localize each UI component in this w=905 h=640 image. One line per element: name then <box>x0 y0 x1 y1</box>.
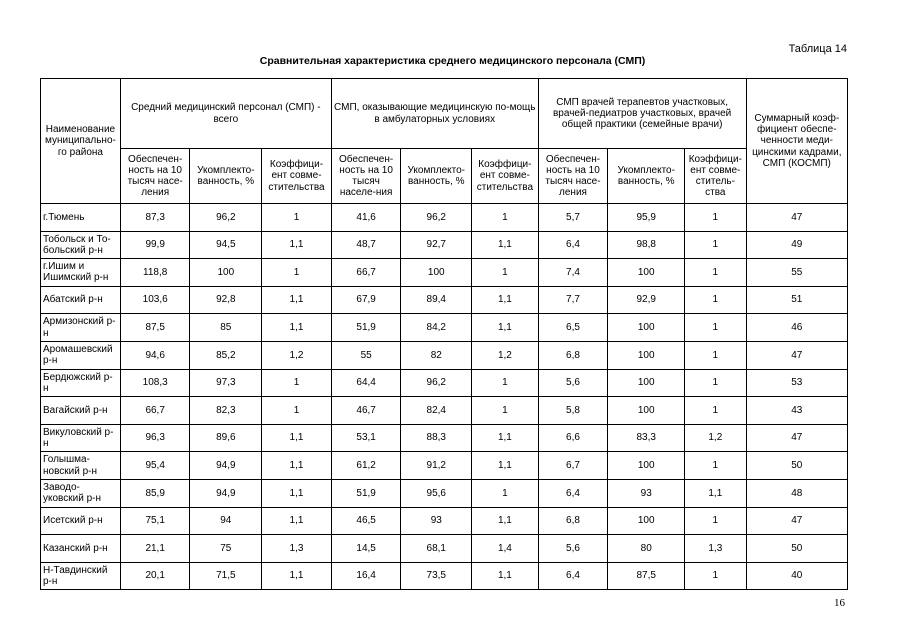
value-cell: 53 <box>746 369 847 397</box>
value-cell: 80 <box>608 535 685 563</box>
subheader-provision: Обеспечен-ность на 10 тысяч насе-ления <box>538 149 608 204</box>
value-cell: 89,6 <box>190 424 262 452</box>
region-column-header: Наименование муниципально-го района <box>41 79 121 204</box>
table-row <box>41 259 848 287</box>
value-cell: 1,3 <box>685 535 746 563</box>
table-row <box>41 231 848 259</box>
value-cell: 82,4 <box>401 397 472 425</box>
region-name-cell: Армизонский р-н <box>41 314 121 342</box>
table-row <box>41 341 848 369</box>
value-cell: 1,1 <box>472 231 539 259</box>
value-cell: 47 <box>746 341 847 369</box>
value-cell: 108,3 <box>120 369 190 397</box>
value-cell: 41,6 <box>331 204 401 232</box>
value-cell: 51 <box>746 286 847 314</box>
region-name-cell: Заводо-уковский р-н <box>41 479 121 507</box>
region-name-cell: Исетский р-н <box>41 507 121 535</box>
subheader-provision: Обеспечен-ность на 10 тысяч населе-ния <box>331 149 401 204</box>
value-cell: 73,5 <box>401 562 472 590</box>
value-cell: 93 <box>401 507 472 535</box>
value-cell: 92,8 <box>190 286 262 314</box>
value-cell: 1 <box>472 369 539 397</box>
value-cell: 51,9 <box>331 314 401 342</box>
value-cell: 85 <box>190 314 262 342</box>
value-cell: 14,5 <box>331 535 401 563</box>
value-cell: 5,6 <box>538 369 608 397</box>
value-cell: 1 <box>685 507 746 535</box>
subheader-part-time-ratio: Коэффици-ент совме-ститель-ства <box>685 149 746 204</box>
value-cell: 1,3 <box>262 535 332 563</box>
value-cell: 1 <box>472 259 539 287</box>
region-name-cell: г.Ишим и Ишимский р-н <box>41 259 121 287</box>
value-cell: 6,8 <box>538 341 608 369</box>
group-header-outpatient: СМП, оказывающие медицинскую по-мощь в амбулаторных условиях <box>331 79 538 149</box>
value-cell: 1,4 <box>472 535 539 563</box>
value-cell: 92,7 <box>401 231 472 259</box>
value-cell: 1,1 <box>472 286 539 314</box>
value-cell: 84,2 <box>401 314 472 342</box>
page-number: 16 <box>834 597 845 609</box>
value-cell: 16,4 <box>331 562 401 590</box>
value-cell: 1 <box>262 369 332 397</box>
value-cell: 6,4 <box>538 479 608 507</box>
value-cell: 83,3 <box>608 424 685 452</box>
value-cell: 1,1 <box>472 452 539 480</box>
value-cell: 48,7 <box>331 231 401 259</box>
region-name-cell: Казанский р-н <box>41 535 121 563</box>
value-cell: 66,7 <box>331 259 401 287</box>
value-cell: 1 <box>685 314 746 342</box>
group-header-district-doctors: СМП врачей терапевтов участковых, врачей-педиатров участковых, врачей общей практики (семейные врачи) <box>538 79 746 149</box>
table-row <box>41 369 848 397</box>
value-cell: 49 <box>746 231 847 259</box>
value-cell: 99,9 <box>120 231 190 259</box>
value-cell: 100 <box>190 259 262 287</box>
value-cell: 1 <box>685 341 746 369</box>
value-cell: 1,2 <box>685 424 746 452</box>
value-cell: 82,3 <box>190 397 262 425</box>
value-cell: 1,1 <box>262 424 332 452</box>
value-cell: 95,6 <box>401 479 472 507</box>
value-cell: 66,7 <box>120 397 190 425</box>
value-cell: 1 <box>472 397 539 425</box>
value-cell: 96,3 <box>120 424 190 452</box>
region-name-cell: Вагайский р-н <box>41 397 121 425</box>
value-cell: 48 <box>746 479 847 507</box>
value-cell: 1,1 <box>262 562 332 590</box>
table-row <box>41 479 848 507</box>
value-cell: 85,9 <box>120 479 190 507</box>
value-cell: 1,1 <box>472 507 539 535</box>
value-cell: 47 <box>746 204 847 232</box>
value-cell: 68,1 <box>401 535 472 563</box>
value-cell: 1,1 <box>472 562 539 590</box>
value-cell: 96,2 <box>401 369 472 397</box>
table-row <box>41 204 848 232</box>
value-cell: 103,6 <box>120 286 190 314</box>
value-cell: 82 <box>401 341 472 369</box>
value-cell: 94 <box>190 507 262 535</box>
header-group-row <box>41 79 848 149</box>
value-cell: 1 <box>685 369 746 397</box>
table-row <box>41 314 848 342</box>
value-cell: 1 <box>685 397 746 425</box>
subheader-staffing: Укомплекто-ванность, % <box>608 149 685 204</box>
value-cell: 43 <box>746 397 847 425</box>
value-cell: 6,6 <box>538 424 608 452</box>
subheader-staffing: Укомплекто-ванность, % <box>401 149 472 204</box>
value-cell: 93 <box>608 479 685 507</box>
region-name-cell: Викуловский р-н <box>41 424 121 452</box>
header-sub-row <box>41 149 848 204</box>
table-row <box>41 535 848 563</box>
value-cell: 100 <box>608 507 685 535</box>
value-cell: 85,2 <box>190 341 262 369</box>
value-cell: 1 <box>472 479 539 507</box>
value-cell: 55 <box>746 259 847 287</box>
value-cell: 6,4 <box>538 562 608 590</box>
value-cell: 1,1 <box>472 314 539 342</box>
value-cell: 50 <box>746 452 847 480</box>
value-cell: 1 <box>685 452 746 480</box>
value-cell: 7,4 <box>538 259 608 287</box>
value-cell: 6,4 <box>538 231 608 259</box>
value-cell: 1 <box>472 204 539 232</box>
value-cell: 6,8 <box>538 507 608 535</box>
table-row <box>41 397 848 425</box>
subheader-part-time-ratio: Коэффици-ент совме-стительства <box>262 149 332 204</box>
value-cell: 1,1 <box>472 424 539 452</box>
table-row <box>41 286 848 314</box>
value-cell: 87,5 <box>120 314 190 342</box>
table-row <box>41 507 848 535</box>
value-cell: 6,7 <box>538 452 608 480</box>
value-cell: 1,1 <box>685 479 746 507</box>
value-cell: 46 <box>746 314 847 342</box>
value-cell: 1 <box>262 397 332 425</box>
subheader-part-time-ratio: Коэффици-ент совме-стительства <box>472 149 539 204</box>
value-cell: 1,1 <box>262 452 332 480</box>
value-cell: 91,2 <box>401 452 472 480</box>
value-cell: 75 <box>190 535 262 563</box>
value-cell: 53,1 <box>331 424 401 452</box>
value-cell: 100 <box>608 452 685 480</box>
value-cell: 75,1 <box>120 507 190 535</box>
value-cell: 95,4 <box>120 452 190 480</box>
value-cell: 100 <box>608 314 685 342</box>
region-name-cell: Голышма-новский р-н <box>41 452 121 480</box>
value-cell: 46,5 <box>331 507 401 535</box>
value-cell: 87,3 <box>120 204 190 232</box>
subheader-provision: Обеспечен-ность на 10 тысяч насе-ления <box>120 149 190 204</box>
region-name-cell: г.Тюмень <box>41 204 121 232</box>
value-cell: 51,9 <box>331 479 401 507</box>
value-cell: 5,6 <box>538 535 608 563</box>
value-cell: 88,3 <box>401 424 472 452</box>
value-cell: 100 <box>401 259 472 287</box>
value-cell: 118,8 <box>120 259 190 287</box>
value-cell: 1 <box>685 259 746 287</box>
value-cell: 1 <box>262 259 332 287</box>
value-cell: 64,4 <box>331 369 401 397</box>
value-cell: 94,6 <box>120 341 190 369</box>
table-row <box>41 562 848 590</box>
subheader-staffing: Укомплекто-ванность, % <box>190 149 262 204</box>
value-cell: 1,1 <box>262 479 332 507</box>
value-cell: 1,2 <box>262 341 332 369</box>
group-header-total: Средний медицинский персонал (СМП) - всего <box>120 79 331 149</box>
table-row <box>41 452 848 480</box>
value-cell: 47 <box>746 507 847 535</box>
value-cell: 94,9 <box>190 479 262 507</box>
value-cell: 94,5 <box>190 231 262 259</box>
value-cell: 1,2 <box>472 341 539 369</box>
value-cell: 96,2 <box>401 204 472 232</box>
value-cell: 50 <box>746 535 847 563</box>
value-cell: 92,9 <box>608 286 685 314</box>
value-cell: 94,9 <box>190 452 262 480</box>
value-cell: 100 <box>608 341 685 369</box>
value-cell: 46,7 <box>331 397 401 425</box>
value-cell: 1 <box>685 562 746 590</box>
table-row <box>41 424 848 452</box>
value-cell: 1 <box>685 286 746 314</box>
value-cell: 1,1 <box>262 507 332 535</box>
value-cell: 67,9 <box>331 286 401 314</box>
region-name-cell: Аромашевский р-н <box>41 341 121 369</box>
value-cell: 95,9 <box>608 204 685 232</box>
value-cell: 1,1 <box>262 286 332 314</box>
value-cell: 61,2 <box>331 452 401 480</box>
value-cell: 100 <box>608 259 685 287</box>
value-cell: 100 <box>608 369 685 397</box>
value-cell: 71,5 <box>190 562 262 590</box>
value-cell: 5,8 <box>538 397 608 425</box>
value-cell: 1 <box>685 231 746 259</box>
value-cell: 98,8 <box>608 231 685 259</box>
region-name-cell: Бердюжский р-н <box>41 369 121 397</box>
region-name-cell: Абатский р-н <box>41 286 121 314</box>
table-title: Сравнительная характеристика среднего медицинского персонала (СМП) <box>259 55 646 67</box>
value-cell: 96,2 <box>190 204 262 232</box>
table-body <box>41 204 848 590</box>
region-name-cell: Н-Тавдинский р-н <box>41 562 121 590</box>
value-cell: 1 <box>685 204 746 232</box>
value-cell: 1 <box>262 204 332 232</box>
summary-column-header: Суммарный коэф-фициент обеспе-ченности меди-цинскими кадрами, СМП (КОСМП) <box>746 79 847 204</box>
value-cell: 100 <box>608 397 685 425</box>
value-cell: 1,1 <box>262 231 332 259</box>
value-cell: 47 <box>746 424 847 452</box>
value-cell: 5,7 <box>538 204 608 232</box>
value-cell: 55 <box>331 341 401 369</box>
value-cell: 1,1 <box>262 314 332 342</box>
table-label: Таблица 14 <box>788 43 847 55</box>
value-cell: 89,4 <box>401 286 472 314</box>
region-name-cell: Тобольск и То-больский р-н <box>41 231 121 259</box>
value-cell: 97,3 <box>190 369 262 397</box>
staff-comparison-table <box>40 78 848 590</box>
value-cell: 40 <box>746 562 847 590</box>
value-cell: 20,1 <box>120 562 190 590</box>
value-cell: 7,7 <box>538 286 608 314</box>
value-cell: 21,1 <box>120 535 190 563</box>
value-cell: 87,5 <box>608 562 685 590</box>
value-cell: 6,5 <box>538 314 608 342</box>
